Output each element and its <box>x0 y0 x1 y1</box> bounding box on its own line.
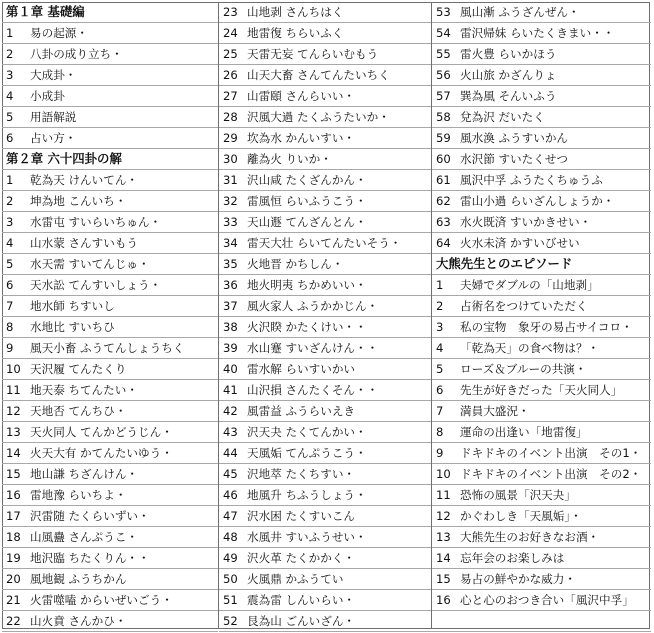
toc-entry <box>432 464 651 485</box>
entry-number: 61 <box>436 173 451 187</box>
entry-number: 10 <box>436 467 451 481</box>
toc-entry <box>432 443 651 464</box>
entry-number: 6 <box>6 278 14 292</box>
entry-number: 13 <box>6 425 21 439</box>
entry-number: 16 <box>6 488 21 502</box>
entry-number: 64 <box>436 236 451 250</box>
entry-number: 4 <box>436 341 444 355</box>
entry-number: 26 <box>223 68 238 82</box>
toc-column-2 <box>218 2 432 629</box>
entry-number: 18 <box>6 530 21 544</box>
entry-title: 恐怖の風景「沢天夬」 <box>460 488 576 502</box>
entry-number: 5 <box>6 257 14 271</box>
toc-entry <box>432 86 651 107</box>
toc-entry <box>219 359 432 380</box>
entry-title: 占術名をつけていただく <box>460 299 588 313</box>
toc-entry <box>2 464 218 485</box>
entry-number: 54 <box>436 26 451 40</box>
entry-title: 火風鼎 かふうてい <box>247 572 344 586</box>
entry-title: 小成卦 <box>30 89 65 103</box>
entry-number: 39 <box>223 341 238 355</box>
toc-entry <box>2 233 218 254</box>
entry-number: 55 <box>436 47 451 61</box>
toc-entry <box>219 611 432 632</box>
entry-title: 坤為地 こんいち・ <box>30 194 127 208</box>
entry-number: 8 <box>436 425 444 439</box>
entry-title: 地火明夷 ちかめいい・ <box>247 278 367 292</box>
entry-title: 火天大有 かてんたいゆう・ <box>30 446 173 460</box>
toc-entry <box>2 590 218 611</box>
toc-entry <box>432 128 651 149</box>
entry-number: 59 <box>436 131 451 145</box>
toc-entry <box>432 317 651 338</box>
toc-entry <box>432 548 651 569</box>
entry-number: 2 <box>436 299 444 313</box>
entry-title: 艮為山 ごんいざん・ <box>247 614 356 628</box>
entry-number: 9 <box>436 446 444 460</box>
entry-number: 14 <box>6 446 21 460</box>
entry-title: 沢山咸 たくざんかん・ <box>247 173 367 187</box>
toc-entry <box>2 65 218 86</box>
entry-title: 運命の出逢い「地雷復」 <box>460 425 588 439</box>
entry-title: 天雷无妄 てんらいむもう <box>247 47 379 61</box>
entry-number: 57 <box>436 89 451 103</box>
toc-entry <box>2 212 218 233</box>
entry-number: 35 <box>223 257 238 271</box>
entry-number: 19 <box>6 551 21 565</box>
entry-title: 心と心のおつき合い「風沢中孚」 <box>460 593 634 607</box>
entry-title: 風天小畜 ふうてんしょうちく <box>30 341 185 355</box>
toc-entry <box>219 107 432 128</box>
entry-number: 45 <box>223 467 238 481</box>
entry-title: 用語解説 <box>30 110 77 124</box>
entry-title: 私の宝物 象牙の易占サイコロ・ <box>460 320 633 334</box>
toc-entry <box>219 212 432 233</box>
toc-entry <box>2 485 218 506</box>
toc-entry <box>219 23 432 44</box>
entry-title: 水雷屯 すいらいちゅん・ <box>30 215 162 229</box>
entry-number: 3 <box>6 215 14 229</box>
entry-title: 沢天夬 たくてんかい・ <box>247 425 367 439</box>
toc-entry <box>432 569 651 590</box>
toc-column-1 <box>2 2 218 629</box>
entry-number: 37 <box>223 299 238 313</box>
toc-entry <box>2 506 218 527</box>
entry-title: 「乾為天」の食べ物は？・ <box>460 341 600 355</box>
entry-number: 7 <box>6 299 14 313</box>
entry-title: 天火同人 てんかどうじん・ <box>30 425 173 439</box>
entry-title: 風沢中孚 ふうたくちゅうふ <box>460 173 603 187</box>
toc-entry <box>2 86 218 107</box>
entry-number: 10 <box>6 362 21 376</box>
toc-entry <box>432 23 651 44</box>
entry-number: 17 <box>6 509 21 523</box>
section-heading <box>2 2 218 23</box>
toc-entry <box>432 506 651 527</box>
entry-number: 2 <box>6 47 14 61</box>
entry-title: 雷水解 らいすいかい <box>247 362 356 376</box>
entry-title: 沢風大過 たくふうたいか・ <box>247 110 390 124</box>
toc-entry <box>219 254 432 275</box>
entry-number: 5 <box>6 110 14 124</box>
entry-number: 7 <box>436 404 444 418</box>
toc-entry <box>2 170 218 191</box>
entry-title: 沢火革 たくかかく・ <box>247 551 356 565</box>
toc-entry <box>432 149 651 170</box>
entry-number: 6 <box>436 383 444 397</box>
entry-title: 天水訟 てんすいしょう・ <box>30 278 162 292</box>
entry-number: 62 <box>436 194 451 208</box>
entry-number: 3 <box>6 68 14 82</box>
entry-number: 29 <box>223 131 238 145</box>
entry-title: 兌為沢 だいたく <box>460 110 545 124</box>
toc-entry <box>2 44 218 65</box>
entry-title: 乾為天 けんいてん・ <box>30 173 139 187</box>
entry-title: 地雷復 ちらいふく <box>247 26 344 40</box>
entry-title: 八卦の成り立ち・ <box>30 47 123 61</box>
toc-entry <box>219 275 432 296</box>
entry-number: 56 <box>436 68 451 82</box>
entry-title: 山沢損 さんたくそん・・ <box>247 383 379 397</box>
entry-title: 離為火 りいか・ <box>247 152 332 166</box>
toc-entry <box>432 275 651 296</box>
entry-title: 山風蠱 さんぷうこ・ <box>30 530 139 544</box>
entry-title: 風山漸 ふうざんぜん・ <box>460 5 580 19</box>
toc-entry <box>432 170 651 191</box>
entry-number: 15 <box>6 467 21 481</box>
section-title: 第２章 六十四卦の解 <box>6 151 122 166</box>
entry-title: 夫婦でダブルの「山地剥」 <box>460 278 599 292</box>
entry-title: 占い方・ <box>30 131 77 145</box>
entry-title: 地風升 ちふうしょう・ <box>247 488 367 502</box>
entry-number: 49 <box>223 551 238 565</box>
toc-entry <box>219 44 432 65</box>
entry-title: 坎為水 かんいすい・ <box>247 131 356 145</box>
entry-title: 巽為風 そんいふう <box>460 89 557 103</box>
entry-number: 40 <box>223 362 238 376</box>
toc-entry <box>219 191 432 212</box>
entry-title: 雷火豊 らいかほう <box>460 47 557 61</box>
entry-title: ドキドキのイベント出演 その2・ <box>460 467 642 481</box>
entry-number: 25 <box>223 47 238 61</box>
entry-title: 水火既済 すいかきせい・ <box>460 215 592 229</box>
toc-entry <box>2 422 218 443</box>
entry-title: 震為雷 しんいらい・ <box>247 593 356 607</box>
toc-entry <box>432 107 651 128</box>
entry-number: 34 <box>223 236 238 250</box>
entry-number: 47 <box>223 509 238 523</box>
toc-entry <box>2 401 218 422</box>
entry-number: 15 <box>436 572 451 586</box>
toc-entry <box>432 380 651 401</box>
entry-number: 1 <box>436 278 444 292</box>
entry-title: 沢雷随 たくらいずい・ <box>30 509 150 523</box>
toc-entry <box>219 296 432 317</box>
toc-entry <box>219 569 432 590</box>
toc-entry <box>219 170 432 191</box>
entry-number: 58 <box>436 110 451 124</box>
toc-entry <box>2 317 218 338</box>
entry-title: 易の起源・ <box>30 26 88 40</box>
entry-title: 水山蹇 すいざんけん・・ <box>247 341 379 355</box>
toc-entry <box>2 443 218 464</box>
toc-entry <box>219 443 432 464</box>
entry-title: 雷風恒 らいふうこう・ <box>247 194 367 208</box>
section-heading <box>432 254 651 275</box>
entry-title: 山天大畜 さんてんたいちく <box>247 68 390 82</box>
toc-entry <box>2 338 218 359</box>
toc-entry <box>219 86 432 107</box>
toc-entry <box>219 128 432 149</box>
entry-number: 13 <box>436 530 451 544</box>
toc-entry <box>432 44 651 65</box>
toc-entry <box>2 569 218 590</box>
entry-number: 44 <box>223 446 238 460</box>
entry-title: 先生が好きだった「天火同人」 <box>460 383 623 397</box>
entry-number: 33 <box>223 215 238 229</box>
entry-title: 忘年会のお楽しみは <box>460 551 565 565</box>
entry-number: 43 <box>223 425 238 439</box>
toc-entry <box>219 548 432 569</box>
entry-title: 雷山小過 らいざんしょうか・ <box>460 194 615 208</box>
entry-title: 雷天大壮 らいてんたいそう・ <box>247 236 402 250</box>
toc-entry <box>432 338 651 359</box>
toc-entry <box>2 611 218 632</box>
toc-entry <box>432 401 651 422</box>
entry-title: 火水未済 かすいびせい <box>460 236 580 250</box>
toc-entry <box>2 191 218 212</box>
section-heading <box>2 149 218 170</box>
entry-number: 1 <box>6 26 14 40</box>
entry-title: かぐわしき「天風姤」・ <box>460 509 582 523</box>
entry-title: 水風井 すいふうせい・ <box>247 530 367 544</box>
toc-entry <box>219 149 432 170</box>
entry-number: 50 <box>223 572 238 586</box>
entry-title: 天風姤 てんぷうこう・ <box>247 446 367 460</box>
entry-number: 52 <box>223 614 238 628</box>
entry-number: 4 <box>6 89 14 103</box>
entry-title: 大熊先生のお好きなお酒・ <box>460 530 600 544</box>
toc-entry <box>2 380 218 401</box>
entry-number: 2 <box>6 194 14 208</box>
toc-entry <box>219 464 432 485</box>
entry-title: ドキドキのイベント出演 その1・ <box>460 446 642 460</box>
entry-number: 38 <box>223 320 238 334</box>
entry-number: 46 <box>223 488 238 502</box>
toc-entry <box>2 548 218 569</box>
entry-title: 大成卦・ <box>30 68 77 82</box>
toc-entry <box>432 2 651 23</box>
entry-number: 14 <box>436 551 451 565</box>
entry-title: 地沢臨 ちたくりん・・ <box>30 551 150 565</box>
toc-entry <box>432 359 651 380</box>
entry-number: 5 <box>436 362 444 376</box>
toc-entry <box>432 212 651 233</box>
entry-title: 風水渙 ふうすいかん <box>460 131 569 145</box>
entry-number: 53 <box>436 5 451 19</box>
entry-number: 11 <box>436 488 451 502</box>
toc-entry <box>432 191 651 212</box>
entry-title: 山火賁 さんかひ・ <box>30 614 127 628</box>
toc-entry <box>219 380 432 401</box>
toc-entry <box>2 296 218 317</box>
entry-number: 32 <box>223 194 238 208</box>
entry-number: 16 <box>436 593 451 607</box>
toc-column-3 <box>431 2 651 629</box>
entry-title: 山水蒙 さんすいもう <box>30 236 139 250</box>
toc-entry <box>219 317 432 338</box>
entry-number: 42 <box>223 404 238 418</box>
entry-title: 山雷頤 さんらいい・ <box>247 89 356 103</box>
entry-number: 23 <box>223 5 238 19</box>
toc-entry <box>2 359 218 380</box>
toc-entry <box>2 254 218 275</box>
toc-entry <box>2 128 218 149</box>
toc-entry <box>2 275 218 296</box>
toc-entry <box>432 527 651 548</box>
entry-title: 沢地萃 たくちすい・ <box>247 467 356 481</box>
entry-number: 21 <box>6 593 21 607</box>
entry-number: 28 <box>223 110 238 124</box>
toc-entry <box>432 611 651 632</box>
toc-entry <box>2 527 218 548</box>
toc-entry <box>2 107 218 128</box>
entry-number: 31 <box>223 173 238 187</box>
section-title: 第１章 基礎編 <box>6 4 85 19</box>
entry-number: 4 <box>6 236 14 250</box>
entry-title: 風火家人 ふうかかじん・ <box>247 299 379 313</box>
toc-entry <box>432 590 651 611</box>
toc-entry <box>219 590 432 611</box>
toc-entry <box>219 527 432 548</box>
entry-title: 火雷噬嗑 からいぜいごう・ <box>30 593 173 607</box>
entry-title: 水地比 すいちひ <box>30 320 115 334</box>
entry-title: 天沢履 てんたくり <box>30 362 127 376</box>
entry-title: 満員大盛況・ <box>460 404 530 418</box>
entry-title: 火地晋 かちしん・ <box>247 257 344 271</box>
entry-title: 地天泰 ちてんたい・ <box>30 383 138 397</box>
entry-title: 山地剥 さんちはく <box>247 5 344 19</box>
entry-number: 41 <box>223 383 238 397</box>
toc-entry <box>219 401 432 422</box>
entry-number: 63 <box>436 215 451 229</box>
entry-title: ローズ＆ブルーの共演・ <box>460 362 587 376</box>
entry-number: 20 <box>6 572 21 586</box>
entry-number: 3 <box>436 320 444 334</box>
entry-number: 24 <box>223 26 238 40</box>
entry-title: 雷地豫 らいちよ・ <box>30 488 127 502</box>
entry-title: 水天需 すいてんじゅ・ <box>30 257 150 271</box>
toc-entry <box>432 296 651 317</box>
entry-title: 風雷益 ふうらいえき <box>247 404 356 418</box>
toc-entry <box>432 233 651 254</box>
toc-entry <box>219 2 432 23</box>
entry-title: 地水師 ちすいし <box>30 299 115 313</box>
entry-number: 48 <box>223 530 238 544</box>
toc-entry <box>219 233 432 254</box>
toc-entry <box>219 422 432 443</box>
toc-entry <box>432 422 651 443</box>
entry-number: 6 <box>6 131 14 145</box>
entry-title: 火沢睽 かたくけい・・ <box>247 320 367 334</box>
entry-number: 22 <box>6 614 21 628</box>
entry-number: 51 <box>223 593 238 607</box>
entry-title: 地山謙 ちざんけん・ <box>30 467 139 481</box>
entry-number: 9 <box>6 341 14 355</box>
entry-title: 天山遯 てんざんとん・ <box>247 215 367 229</box>
section-title: 大熊先生とのエピソード <box>436 256 573 271</box>
entry-number: 36 <box>223 278 238 292</box>
entry-title: 火山旅 かざんりょ <box>460 68 557 82</box>
entry-number: 1 <box>6 173 14 187</box>
entry-title: 風地観 ふうちかん <box>30 572 127 586</box>
toc-entry <box>219 506 432 527</box>
entry-title: 沢水困 たくすいこん <box>247 509 356 523</box>
toc-entry <box>2 23 218 44</box>
toc-entry <box>219 485 432 506</box>
entry-title: 水沢節 すいたくせつ <box>460 152 569 166</box>
entry-number: 11 <box>6 383 21 397</box>
entry-title: 易占の鮮やかな威力・ <box>460 572 576 586</box>
entry-title: 雷沢帰妹 らいたくきまい・・ <box>460 26 615 40</box>
entry-number: 8 <box>6 320 14 334</box>
entry-title: 天地否 てんちひ・ <box>30 404 127 418</box>
entry-number: 12 <box>436 509 451 523</box>
toc-entry <box>432 485 651 506</box>
toc-entry <box>219 338 432 359</box>
toc-entry <box>432 65 651 86</box>
entry-number: 12 <box>6 404 21 418</box>
entry-number: 30 <box>223 152 238 166</box>
entry-number: 27 <box>223 89 238 103</box>
toc-entry <box>219 65 432 86</box>
entry-number: 60 <box>436 152 451 166</box>
